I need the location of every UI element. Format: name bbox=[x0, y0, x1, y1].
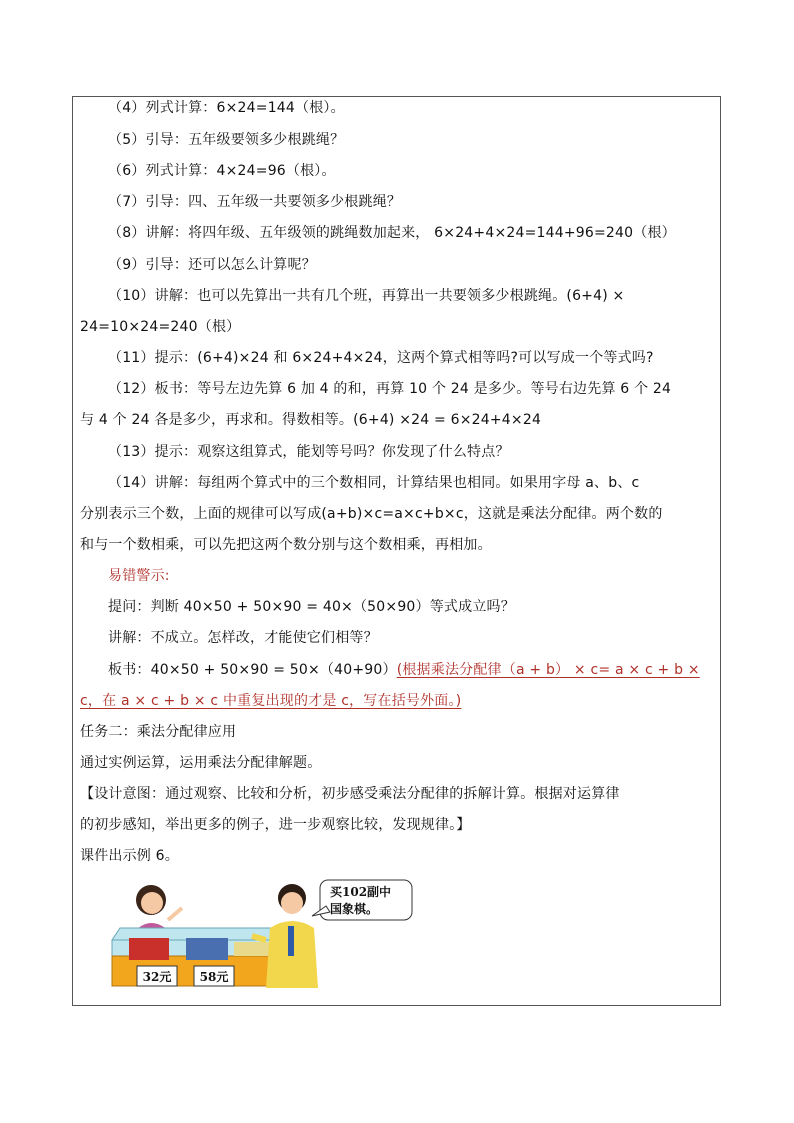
text-line: （13）提示：观察这组算式，能划等号吗？你发现了什么特点？ bbox=[108, 444, 510, 460]
board-note: (根据乘法分配律（a + b） × c= a × c + b × bbox=[396, 662, 700, 678]
task-heading: 任务二：乘法分配律应用 bbox=[80, 724, 237, 740]
text-line: 与 4 个 24 各是多少，再求和。得数相等。(6+4) ×24 = 6×24+4×24 bbox=[80, 412, 542, 428]
speech-line: 买102副中 bbox=[330, 885, 392, 899]
text-line: （14）讲解：每组两个算式中的三个数相同，计算结果也相同。如果用字母 a、b、c bbox=[108, 475, 640, 491]
explain-line: 讲解：不成立。怎样改，才能使它们相等？ bbox=[108, 630, 378, 646]
task-desc: 通过实例运算，运用乘法分配律解题。 bbox=[80, 755, 322, 771]
svg-text:58元: 58元 bbox=[199, 970, 229, 984]
design-intent: 【设计意图：通过观察、比较和分析，初步感受乘法分配律的拆解计算。根据对运算律 bbox=[80, 786, 620, 802]
text-line: （11）提示：(6+4)×24 和 6×24+4×24，这两个算式相等吗?可以写成一个等式吗? bbox=[108, 350, 654, 366]
text-line: （7）引导：四、五年级一共要领多少根跳绳？ bbox=[108, 194, 402, 210]
text-line: （12）板书：等号左边先算 6 加 4 的和，再算 10 个 24 是多少。等号右边先算 6 个 24 bbox=[108, 381, 672, 397]
design-intent-cont: 的初步感知，举出更多的例子，进一步观察比较，发现规律。】 bbox=[80, 817, 471, 833]
text-line: （8）讲解：将四年级、五年级领的跳绳数加起来， 6×24+4×24=144+96=240（根） bbox=[108, 225, 676, 241]
price-tag-right bbox=[194, 966, 234, 986]
question-line: 提问：判断 40×50 + 50×90 = 40×（50×90）等式成立吗？ bbox=[108, 599, 515, 615]
courseware-line: 课件出示例 6。 bbox=[80, 848, 179, 864]
text-line: （10）讲解：也可以先算出一共有几个班，再算出一共要领多少根跳绳。(6+4) × bbox=[108, 288, 625, 304]
text-line: 和与一个数相乘，可以先把这两个数分别与这个数相乘，再相加。 bbox=[80, 537, 492, 553]
text-line: （4）列式计算：6×24=144（根）。 bbox=[108, 100, 345, 116]
price-tag-left bbox=[137, 966, 177, 986]
board-line bbox=[108, 660, 700, 680]
text-line: （6）列式计算：4×24=96（根）。 bbox=[108, 163, 336, 179]
text-line: （5）引导：五年级要领多少根跳绳？ bbox=[108, 132, 345, 148]
svg-text:32元: 32元 bbox=[142, 970, 172, 984]
board-formula: 板书：40×50 + 50×90 = 50×（40+90） bbox=[108, 662, 397, 678]
board-note-cont: c，在 a × c + b × c 中重复出现的才是 c，写在括号外面。) bbox=[80, 693, 462, 709]
text-line: 分别表示三个数，上面的规律可以写成(a+b)×c=a×c+b×c，这就是乘法分配律。两个数的 bbox=[80, 506, 663, 522]
speech-line: 国象棋。 bbox=[330, 902, 379, 916]
text-line: （9）引导：还可以怎么计算呢？ bbox=[108, 257, 316, 273]
text-line: 24=10×24=240（根） bbox=[80, 319, 241, 335]
warning-heading: 易错警示: bbox=[108, 568, 170, 584]
speech-bubble bbox=[312, 880, 412, 920]
shop-illustration bbox=[104, 876, 424, 994]
